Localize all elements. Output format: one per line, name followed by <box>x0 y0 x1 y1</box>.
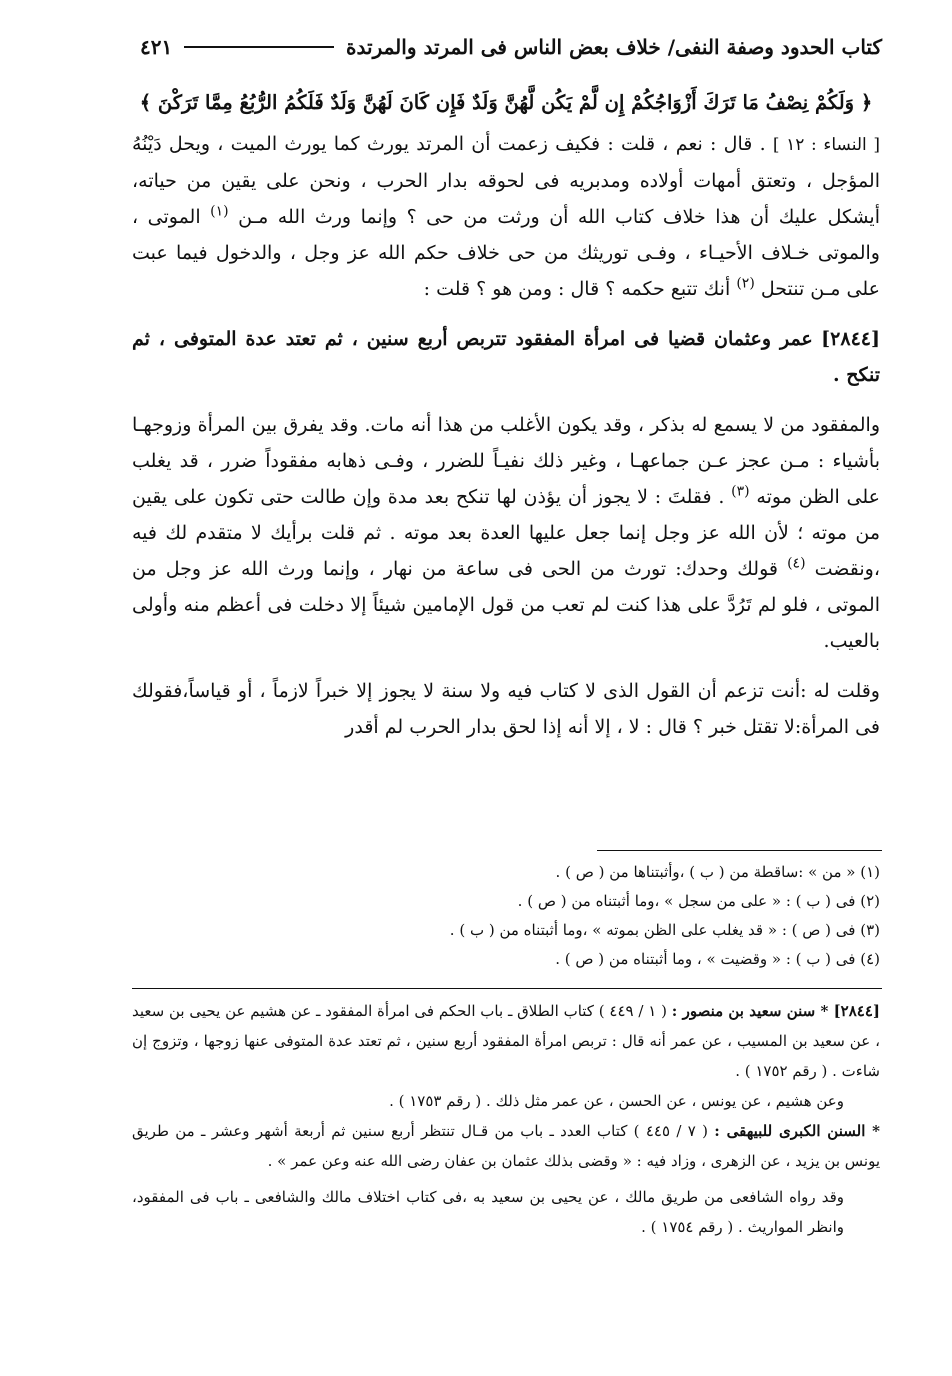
header-title: كتاب الحدود وصفة النفى/ خلاف بعض الناس فى المرتد والمرتدة <box>346 35 882 59</box>
takhrij-entry-4: وقد رواه الشافعى من طريق مالك ، عن يحيى بن سعيد به ،فى كتاب اختلاف مالك والشافعى ـ باب فى المفقود، وانظر المواريث . ( رقم ١٧٥٤ ) . <box>132 1188 844 1236</box>
quran-verse: ﴿ وَلَكُمْ نِصْفُ مَا تَرَكَ أَزْوَاجُكُمْ إِن لَّمْ يَكُن لَّهُنَّ وَلَدٌ فَإِن كَانَ لَهُنَّ وَلَدٌ فَلَكُمُ الرُّبُعُ مِمَّا تَرَكْنَ ﴾ <box>139 91 873 114</box>
footnote-item: (١) « من » :ساقطة من ( ب ) ،وأثبتناها من ( ص ) . <box>555 863 880 881</box>
main-text <box>132 84 880 745</box>
takhrij-entry-1 <box>132 996 880 1086</box>
paragraph-1 <box>132 126 880 307</box>
paragraph-1-text-c: أنك تتبع حكمه ؟ قال : ومن هو ؟ قلت : <box>423 278 731 300</box>
header-rule <box>184 46 334 48</box>
footnote-marker-4: (٤) <box>787 555 806 572</box>
paragraph-3-text-a: والمفقود من لا يسمع له بذكر ، وقد يكون الأغلب من هذا أنه مات. وقد يفرق بين المرأة وزوجهـا بأشياء : مـن عجز عـن جماعهـا ، وغير ذلك نفيـاً للضرر ، وفـى ذهابه مفقوداً ضرر ، قد يغلب على الظن موته <box>132 414 880 508</box>
paragraph-4: وقلت له :أنت تزعم أن القول الذى لا كتاب فيه ولا سنة لا يجوز إلا خبراً لازماً ، أو قياساً،فقولك فى المرأة:لا تقتل خبر ؟ قال : لا ، إلا أنه إذا لحق بدار الحرب لم أقدر <box>132 680 880 738</box>
footnote-item: (٣) فى ( ص ) : « قد يغلب على الظن بموته » ،وما أثبتناه من ( ب ) . <box>449 921 880 939</box>
paragraph-3-text-b: . فقلتَ : لا يجوز أن يؤذن لها تنكح بعد مدة وإن طالت حتى تكون على يقين من موته ؛ لأن الله عز وجل إنما جعل عليها العدة بعد موته . ثم قلت برأيك لا متقدم لك فيه ،ونقضت <box>132 486 880 580</box>
paragraph-3 <box>132 407 880 659</box>
paragraph-3-text-c: قولك وحدك: تورث من الحى فى ساعة من نهار ، وإنما ورث الله عز وجل من الموتى ، فلو لم تَرُدَّ على هذا كنت لم تعب من قول الإمامين شيئاً إلا دخلت فى أعظم منه وأولى بالعيب. <box>132 558 880 652</box>
takhrij-source-1: [٢٨٤٤] * سنن سعيد بن منصور : <box>671 1002 881 1020</box>
takhrij-divider <box>132 988 882 989</box>
verse-reference: [ النساء : ١٢ ] <box>772 135 880 155</box>
takhrij-text-1: ( ١ / ٤٤٩ ) كتاب الطلاق ـ باب الحكم فى امرأة المفقود ـ عن هشيم عن يحيى بن سعيد ، عن سعيد بن المسيب ، عن عمر أنه قال : تربص امرأة المفقود أربع سنين ، ثم تعتد عدة المتوفى عنها زوجها ، وتزوج إن شاءت . ( رقم ١٧٥٢ ) . <box>132 1002 880 1080</box>
page-number: ٤٢١ <box>140 35 173 59</box>
takhrij-text-3: ( ٧ / ٤٤٥ ) كتاب العدد ـ باب من قـال تنتظر أربع سنين ثم أربعة أشهر وعشر ـ من طريق يونس بن يزيد ، عن الزهرى ، وزاد فيه : « وقضى بذلك عثمان بن عفان رضى الله عنه وعن عمر » . <box>132 1122 880 1170</box>
footnote-item: (٤) فى ( ب ) : « وقضيت » ، وما أثبتناه من ( ص ) . <box>555 950 880 968</box>
takhrij-entry-2: وعن هشيم ، عن يونس ، عن الحسن ، عن عمر مثل ذلك . ( رقم ١٧٥٣ ) . <box>389 1092 844 1110</box>
footnote-item: (٢) فى ( ب ) : « على من سجل » ،وما أثبتناه من ( ص ) . <box>517 892 880 910</box>
running-header <box>140 30 882 64</box>
footnote-marker-1: (١) <box>210 203 229 220</box>
paragraph-1-text-a: . قال : نعم ، قلت : فكيف زعمت أن المرتد يورث كما يورث الميت ، ويحل دَيْنُهُ المؤجل ، وتعتق أمهات أولاده ومدبريه فى لحوقه بدار الحرب ، ونحن على يقين من حياته، أيشكل عليك أن هذا خلاف كتاب الله أن ورثت من حى ؟ وإنما ورث الله مـن <box>132 133 880 228</box>
paragraph-1-text-b: الموتى ، والموتى خـلاف الأحيـاء ، وفـى توريثك من حى خلاف حكم الله عز وجل ، والدخول فيما عبت على مـن تنتحل <box>132 206 880 300</box>
takhrij-entry-3 <box>132 1116 880 1176</box>
footnotes <box>132 858 880 974</box>
footnote-divider <box>597 850 882 851</box>
footnote-marker-3: (٣) <box>731 483 750 500</box>
takhrij-source-2: * السنن الكبرى للبيهقى : <box>714 1122 880 1140</box>
hadith-text: عمر وعثمان قضيا فى امرأة المفقود تتربص أربع سنين ، ثم تعتد عدة المتوفى ، ثم تنكح . <box>132 328 880 386</box>
takhrij-notes <box>132 996 880 1242</box>
hadith-number: [٢٨٤٤] <box>821 328 880 350</box>
hadith-paragraph <box>132 321 880 393</box>
footnote-marker-2: (٢) <box>736 275 755 292</box>
